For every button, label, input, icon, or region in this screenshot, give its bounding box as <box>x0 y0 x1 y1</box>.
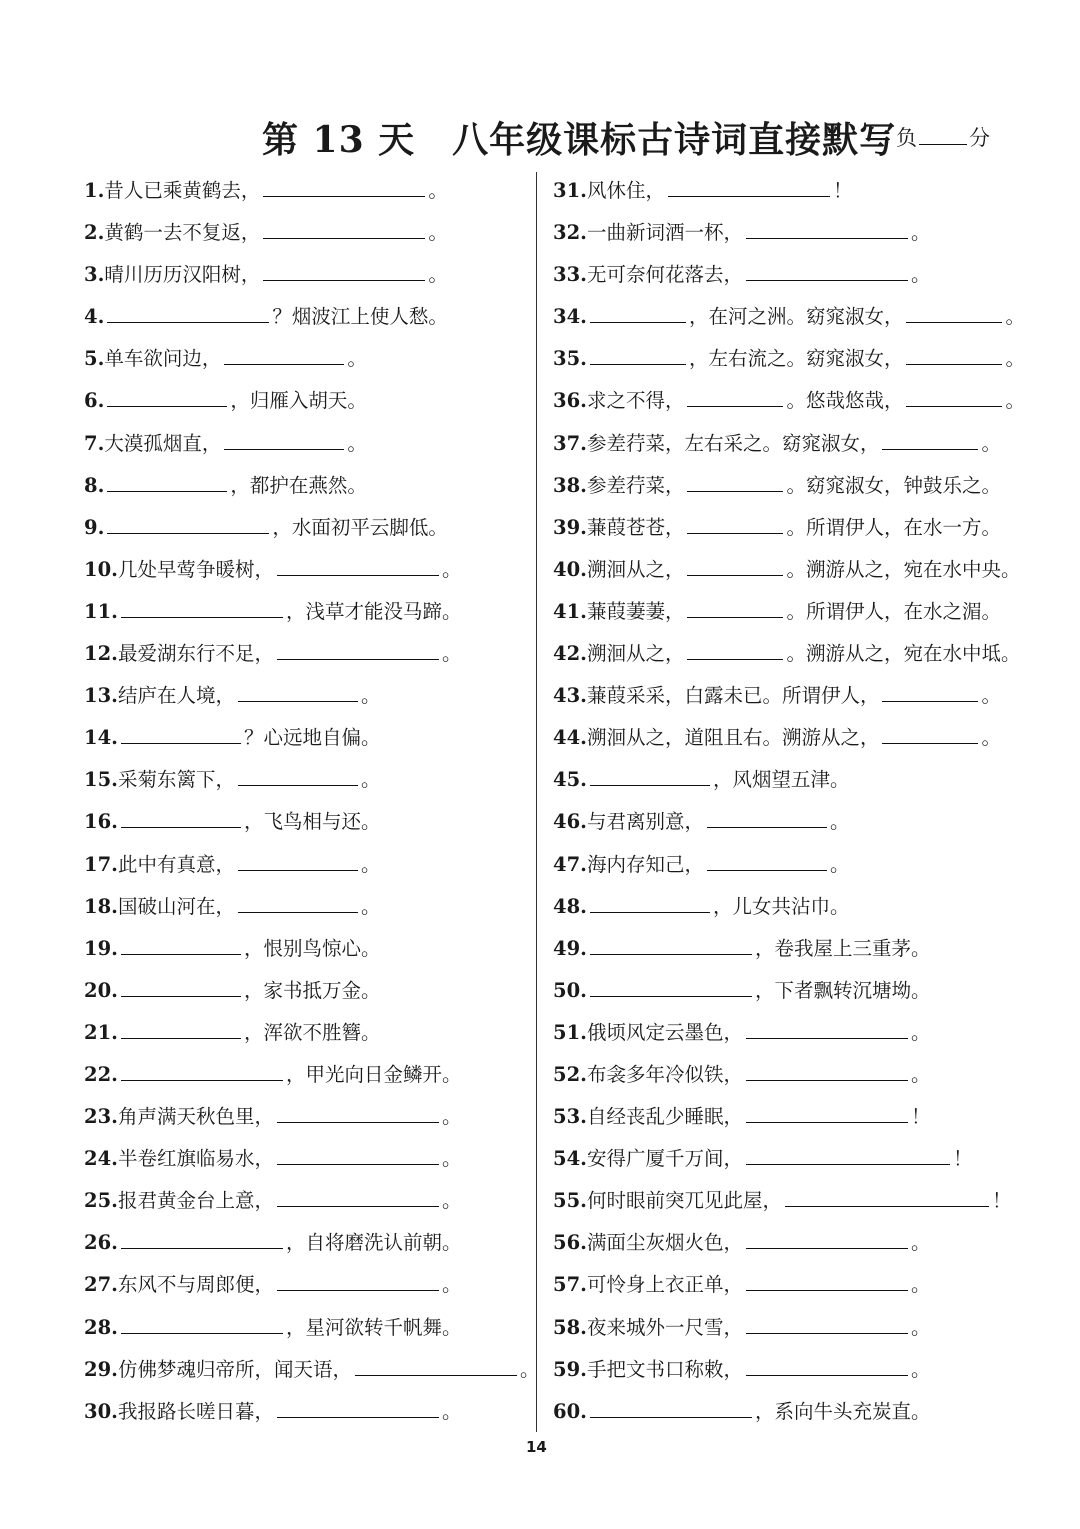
question-number: 18. <box>84 894 118 918</box>
question-text: 海内存知己， <box>586 852 704 876</box>
question-text: ，甲光向日金鳞开。 <box>285 1062 462 1086</box>
answer-blank[interactable] <box>107 471 227 492</box>
question-number: 52. <box>553 1062 587 1086</box>
question-number: 59. <box>553 1357 587 1381</box>
question-number: 49. <box>553 936 587 960</box>
question-text: 蒹葭采采，白露未已。所谓伊人， <box>586 684 880 708</box>
answer-blank[interactable] <box>224 429 344 450</box>
answer-blank[interactable] <box>746 218 908 239</box>
question-number: 5. <box>84 347 105 371</box>
question-text: 结庐在人境， <box>117 684 235 708</box>
question-number: 19. <box>84 936 118 960</box>
question-text: 报君黄金台上意， <box>117 1189 274 1213</box>
question-number: 13. <box>84 684 118 708</box>
question-text: 。 <box>910 1020 931 1044</box>
question-text: ，系向牛头充炭直。 <box>754 1399 931 1423</box>
question-text: 溯洄从之， <box>586 642 685 666</box>
page-title: 第 13 天 八年级课标古诗词直接默写 <box>262 119 897 161</box>
question-text: 。 <box>829 810 850 834</box>
question-text: ，浑欲不胜簪。 <box>243 1020 381 1044</box>
question-number: 44. <box>553 726 587 750</box>
question-text: ！ <box>910 1105 931 1129</box>
question-text: ，飞鸟相与还。 <box>243 810 381 834</box>
answer-blank[interactable] <box>277 1102 439 1123</box>
answer-blank[interactable] <box>906 386 1002 407</box>
answer-blank[interactable] <box>707 807 827 828</box>
answer-blank[interactable] <box>277 1270 439 1291</box>
question-text: 无可奈何花落去， <box>586 263 743 287</box>
answer-blank[interactable] <box>277 555 439 576</box>
column-divider <box>536 172 537 1432</box>
question-item <box>553 1100 1053 1142</box>
question-item <box>84 1226 524 1268</box>
question-number: 57. <box>553 1273 587 1297</box>
question-text: 。 <box>829 852 850 876</box>
question-text: 角声满天秋色里， <box>117 1105 274 1129</box>
question-number: 37. <box>553 431 587 455</box>
question-text: 黄鹤一去不复返， <box>104 221 261 245</box>
question-text: 参差荇菜， <box>586 473 685 497</box>
question-text: 。 <box>428 221 448 245</box>
question-number: 40. <box>553 557 587 581</box>
question-number: 1. <box>84 179 105 202</box>
question-text: 。溯游从之，宛在水中坻。 <box>786 642 1021 666</box>
answer-blank[interactable] <box>107 386 227 407</box>
question-number: 39. <box>553 515 587 539</box>
question-item <box>84 805 524 847</box>
question-text: 风休住， <box>586 179 665 202</box>
question-text: 昔人已乘黄鹤去， <box>104 179 261 202</box>
question-text: 。 <box>981 726 1001 750</box>
question-text: 东风不与周郎便， <box>117 1273 274 1297</box>
question-text: ，左右流之。窈窕淑女， <box>688 347 904 371</box>
answer-blank[interactable] <box>687 471 783 492</box>
question-number: 42. <box>553 642 587 666</box>
question-item <box>84 511 524 553</box>
question-text: ！ <box>991 1189 1012 1213</box>
question-text: 。窈窕淑女，钟鼓乐之。 <box>786 473 1001 497</box>
answer-blank[interactable] <box>277 639 439 660</box>
question-text: 。 <box>910 1231 931 1255</box>
question-text: 。悠哉悠哉， <box>786 389 904 413</box>
question-number: 28. <box>84 1315 118 1339</box>
answer-blank[interactable] <box>121 597 283 618</box>
answer-blank[interactable] <box>121 1060 283 1081</box>
answer-blank[interactable] <box>263 176 425 197</box>
question-number: 24. <box>84 1147 118 1171</box>
question-number: 14. <box>84 726 118 750</box>
question-text: 布衾多年冷似铁， <box>586 1062 743 1086</box>
question-item <box>553 805 1053 847</box>
question-item <box>84 1353 540 1395</box>
question-item <box>84 342 524 384</box>
question-text: 溯洄从之，道阻且右。溯游从之， <box>586 726 880 750</box>
question-item <box>84 300 524 342</box>
answer-blank[interactable] <box>746 260 908 281</box>
question-item <box>553 932 1053 974</box>
question-number: 54. <box>553 1147 587 1171</box>
question-text: 半卷红旗临易水， <box>117 1147 274 1171</box>
answer-blank[interactable] <box>906 344 1002 365</box>
question-text: 蒹葭苍苍， <box>586 515 685 539</box>
question-text: 。 <box>981 684 1001 708</box>
answer-blank[interactable] <box>121 1018 241 1039</box>
answer-blank[interactable] <box>882 429 978 450</box>
question-text: 。 <box>910 221 931 245</box>
question-text: 一曲新词酒一杯， <box>586 221 743 245</box>
answer-blank[interactable] <box>590 344 686 365</box>
question-text: 大漠孤烟直， <box>104 431 222 455</box>
question-text: 。 <box>1005 347 1025 371</box>
question-number: 8. <box>84 473 105 497</box>
question-text: 。 <box>910 263 931 287</box>
question-number: 55. <box>553 1189 587 1213</box>
answer-blank[interactable] <box>687 513 783 534</box>
question-text: ！ <box>952 1147 973 1171</box>
question-item <box>84 1268 524 1310</box>
question-item <box>553 1353 1053 1395</box>
question-item <box>553 1226 1053 1268</box>
question-text: ，浅草才能没马蹄。 <box>285 599 462 623</box>
question-item <box>553 1184 1053 1226</box>
question-text: ，风烟望五津。 <box>712 768 850 792</box>
question-text: 单车欲问边， <box>104 347 222 371</box>
question-item <box>553 721 1053 763</box>
question-text: ，归雁入胡天。 <box>230 389 367 413</box>
question-item <box>553 1058 1053 1100</box>
question-text: 手把文书口称敕， <box>586 1357 743 1381</box>
question-text: 自经丧乱少睡眠， <box>586 1105 743 1129</box>
question-text: ，卷我屋上三重茅。 <box>754 936 931 960</box>
question-item <box>84 932 524 974</box>
question-text: 。 <box>441 1399 462 1423</box>
question-number: 9. <box>84 515 105 539</box>
question-number: 31. <box>553 179 587 202</box>
question-number: 12. <box>84 642 118 666</box>
question-text: 。 <box>441 642 462 666</box>
question-number: 25. <box>84 1189 118 1213</box>
question-item <box>84 1395 524 1437</box>
answer-blank[interactable] <box>277 1186 439 1207</box>
question-item <box>84 974 524 1016</box>
question-text: 。 <box>441 1147 462 1171</box>
question-item <box>553 1142 1053 1184</box>
question-text: 我报路长嗟日暮， <box>117 1399 274 1423</box>
question-item <box>84 174 524 216</box>
question-number: 51. <box>553 1020 587 1044</box>
answer-blank[interactable] <box>238 765 358 786</box>
question-item <box>84 637 524 679</box>
question-number: 4. <box>84 305 105 329</box>
question-number: 45. <box>553 768 587 792</box>
question-number: 48. <box>553 894 587 918</box>
question-number: 60. <box>553 1399 587 1423</box>
right-question-column <box>553 174 1053 1437</box>
question-item <box>553 974 1053 1016</box>
answer-blank[interactable] <box>238 892 358 913</box>
answer-blank[interactable] <box>355 1355 517 1376</box>
answer-blank[interactable] <box>263 218 425 239</box>
question-number: 20. <box>84 978 118 1002</box>
question-text: 。 <box>428 179 448 202</box>
question-text: 。 <box>441 1273 462 1297</box>
score-field <box>896 122 990 152</box>
question-item <box>84 721 524 763</box>
question-item <box>553 1268 1053 1310</box>
question-text: 。 <box>910 1315 931 1339</box>
question-item <box>553 469 1053 511</box>
score-prefix: 负 <box>896 126 917 150</box>
question-item <box>553 553 1053 595</box>
question-text: 。 <box>360 852 381 876</box>
question-text: 。 <box>347 431 367 455</box>
question-number: 32. <box>553 221 587 245</box>
question-text: 俄顷风定云墨色， <box>586 1020 743 1044</box>
answer-blank[interactable] <box>121 976 241 997</box>
question-item <box>84 890 524 932</box>
question-item <box>84 384 524 426</box>
question-number: 15. <box>84 768 118 792</box>
question-text: 。 <box>910 1357 931 1381</box>
score-suffix: 分 <box>969 126 990 150</box>
answer-blank[interactable] <box>746 1355 908 1376</box>
question-item <box>553 427 1053 469</box>
question-text: 此中有真意， <box>117 852 235 876</box>
question-item <box>553 216 1053 258</box>
answer-blank[interactable] <box>277 1397 439 1418</box>
question-item <box>84 216 524 258</box>
question-text: 。 <box>441 557 462 581</box>
question-item <box>553 637 1053 679</box>
answer-blank[interactable] <box>668 176 830 197</box>
question-item <box>84 469 524 511</box>
answer-blank[interactable] <box>238 850 358 871</box>
question-number: 2. <box>84 221 105 245</box>
question-number: 46. <box>553 810 587 834</box>
question-text: 安得广厦千万间， <box>586 1147 743 1171</box>
question-item <box>553 848 1053 890</box>
question-text: ，水面初平云脚低。 <box>272 515 448 539</box>
answer-blank[interactable] <box>121 807 241 828</box>
question-item <box>84 1016 524 1058</box>
answer-blank[interactable] <box>590 1397 752 1418</box>
answer-blank[interactable] <box>238 681 358 702</box>
question-text: 。 <box>360 684 381 708</box>
question-text: ？烟波江上使人愁。 <box>272 305 448 329</box>
question-number: 38. <box>553 473 587 497</box>
question-number: 36. <box>553 389 587 413</box>
question-text: ，恨别鸟惊心。 <box>243 936 381 960</box>
question-text: 晴川历历汉阳树， <box>104 263 261 287</box>
answer-blank[interactable] <box>746 1018 908 1039</box>
question-item <box>84 679 524 721</box>
answer-blank[interactable] <box>121 1313 283 1334</box>
answer-blank[interactable] <box>746 1313 908 1334</box>
question-text: 溯洄从之， <box>586 557 685 581</box>
question-text: 。 <box>910 1062 931 1086</box>
page-number: 14 <box>526 1438 547 1456</box>
answer-blank[interactable] <box>590 892 710 913</box>
question-text: 仿佛梦魂归帝所，闻天语， <box>117 1357 352 1381</box>
question-text: ，自将磨洗认前朝。 <box>285 1231 462 1255</box>
question-text: 几处早莺争暖树， <box>117 557 274 581</box>
question-number: 6. <box>84 389 105 413</box>
question-text: 。 <box>428 263 448 287</box>
answer-blank[interactable] <box>882 681 978 702</box>
question-item <box>553 890 1053 932</box>
question-number: 10. <box>84 557 118 581</box>
question-item <box>553 1395 1053 1437</box>
question-number: 34. <box>553 305 587 329</box>
question-item <box>84 1142 524 1184</box>
question-text: ？心远地自偏。 <box>243 726 381 750</box>
question-number: 47. <box>553 852 587 876</box>
question-text: 。 <box>981 431 1001 455</box>
question-text: 。 <box>519 1357 540 1381</box>
question-number: 29. <box>84 1357 118 1381</box>
answer-blank[interactable] <box>590 976 752 997</box>
question-text: 夜来城外一尺雪， <box>586 1315 743 1339</box>
question-number: 41. <box>553 599 587 623</box>
answer-blank[interactable] <box>746 1060 908 1081</box>
question-number: 26. <box>84 1231 118 1255</box>
answer-blank[interactable] <box>882 723 978 744</box>
question-item <box>553 679 1053 721</box>
question-number: 56. <box>553 1231 587 1255</box>
answer-blank[interactable] <box>121 723 241 744</box>
answer-blank[interactable] <box>687 555 783 576</box>
question-item <box>84 1058 524 1100</box>
question-text: 。 <box>360 768 381 792</box>
answer-blank[interactable] <box>590 934 752 955</box>
question-item <box>84 595 524 637</box>
question-item <box>553 1016 1053 1058</box>
question-item <box>84 427 524 469</box>
question-text: 与君离别意， <box>586 810 704 834</box>
question-text: 。 <box>441 1105 462 1129</box>
answer-blank[interactable] <box>746 1270 908 1291</box>
question-text: ，星河欲转千帆舞。 <box>285 1315 462 1339</box>
question-text: 参差荇菜，左右采之。窈窕淑女， <box>586 431 880 455</box>
question-item <box>553 384 1053 426</box>
question-text: 国破山河在， <box>117 894 235 918</box>
question-number: 58. <box>553 1315 587 1339</box>
question-text: 。 <box>1005 389 1025 413</box>
question-text: 。所谓伊人，在水一方。 <box>786 515 1001 539</box>
answer-blank[interactable] <box>707 850 827 871</box>
question-number: 3. <box>84 263 105 287</box>
question-text: 可怜身上衣正单， <box>586 1273 743 1297</box>
question-text: 。 <box>910 1273 931 1297</box>
question-item <box>84 1184 524 1226</box>
question-text: ！ <box>832 179 853 202</box>
answer-blank[interactable] <box>107 513 269 534</box>
answer-blank[interactable] <box>121 1228 283 1249</box>
question-number: 16. <box>84 810 118 834</box>
question-text: ，在河之洲。窈窕淑女， <box>688 305 904 329</box>
question-number: 30. <box>84 1399 118 1423</box>
question-number: 43. <box>553 684 587 708</box>
question-number: 50. <box>553 978 587 1002</box>
question-number: 23. <box>84 1105 118 1129</box>
question-text: ，都护在燕然。 <box>230 473 367 497</box>
question-item <box>553 595 1053 637</box>
question-item <box>84 1100 524 1142</box>
question-item <box>553 300 1053 342</box>
answer-blank[interactable] <box>785 1186 989 1207</box>
question-number: 33. <box>553 263 587 287</box>
answer-blank[interactable] <box>107 302 269 323</box>
left-question-column <box>84 174 540 1437</box>
question-number: 7. <box>84 431 105 455</box>
question-item <box>553 174 1053 216</box>
question-text: ，下者飘转沉塘坳。 <box>754 978 931 1002</box>
question-number: 22. <box>84 1062 118 1086</box>
question-item <box>84 1311 524 1353</box>
answer-blank[interactable] <box>224 344 344 365</box>
question-text: 。 <box>1005 305 1025 329</box>
question-text: 。 <box>360 894 381 918</box>
question-text: 求之不得， <box>586 389 685 413</box>
answer-blank[interactable] <box>687 386 783 407</box>
question-text: 。 <box>441 1189 462 1213</box>
answer-blank[interactable] <box>746 1102 908 1123</box>
question-text: 何时眼前突兀见此屋， <box>586 1189 782 1213</box>
answer-blank[interactable] <box>121 934 241 955</box>
question-item <box>553 342 1053 384</box>
question-item <box>84 848 524 890</box>
question-text: 采菊东篱下， <box>117 768 235 792</box>
answer-blank[interactable] <box>746 1228 908 1249</box>
question-text: 蒹葭萋萋， <box>586 599 685 623</box>
question-number: 53. <box>553 1105 587 1129</box>
answer-blank[interactable] <box>263 260 425 281</box>
answer-blank[interactable] <box>746 1144 950 1165</box>
question-item <box>553 1311 1053 1353</box>
question-number: 21. <box>84 1020 118 1044</box>
question-item <box>553 258 1053 300</box>
question-number: 11. <box>84 599 118 623</box>
answer-blank[interactable] <box>590 302 686 323</box>
question-item <box>84 763 524 805</box>
question-number: 17. <box>84 852 118 876</box>
score-blank[interactable] <box>919 126 967 145</box>
question-text: 。 <box>347 347 367 371</box>
answer-blank[interactable] <box>590 765 710 786</box>
question-item <box>553 511 1053 553</box>
question-text: 满面尘灰烟火色， <box>586 1231 743 1255</box>
question-item <box>553 763 1053 805</box>
answer-blank[interactable] <box>906 302 1002 323</box>
answer-blank[interactable] <box>277 1144 439 1165</box>
answer-blank[interactable] <box>687 639 783 660</box>
question-item <box>84 553 524 595</box>
question-item <box>84 258 524 300</box>
question-number: 35. <box>553 347 587 371</box>
question-number: 27. <box>84 1273 118 1297</box>
question-text: ，儿女共沾巾。 <box>712 894 850 918</box>
question-text: ，家书抵万金。 <box>243 978 381 1002</box>
question-text: 最爱湖东行不足， <box>117 642 274 666</box>
question-text: 。溯游从之，宛在水中央。 <box>786 557 1021 581</box>
question-text: 。所谓伊人，在水之湄。 <box>786 599 1001 623</box>
answer-blank[interactable] <box>687 597 783 618</box>
